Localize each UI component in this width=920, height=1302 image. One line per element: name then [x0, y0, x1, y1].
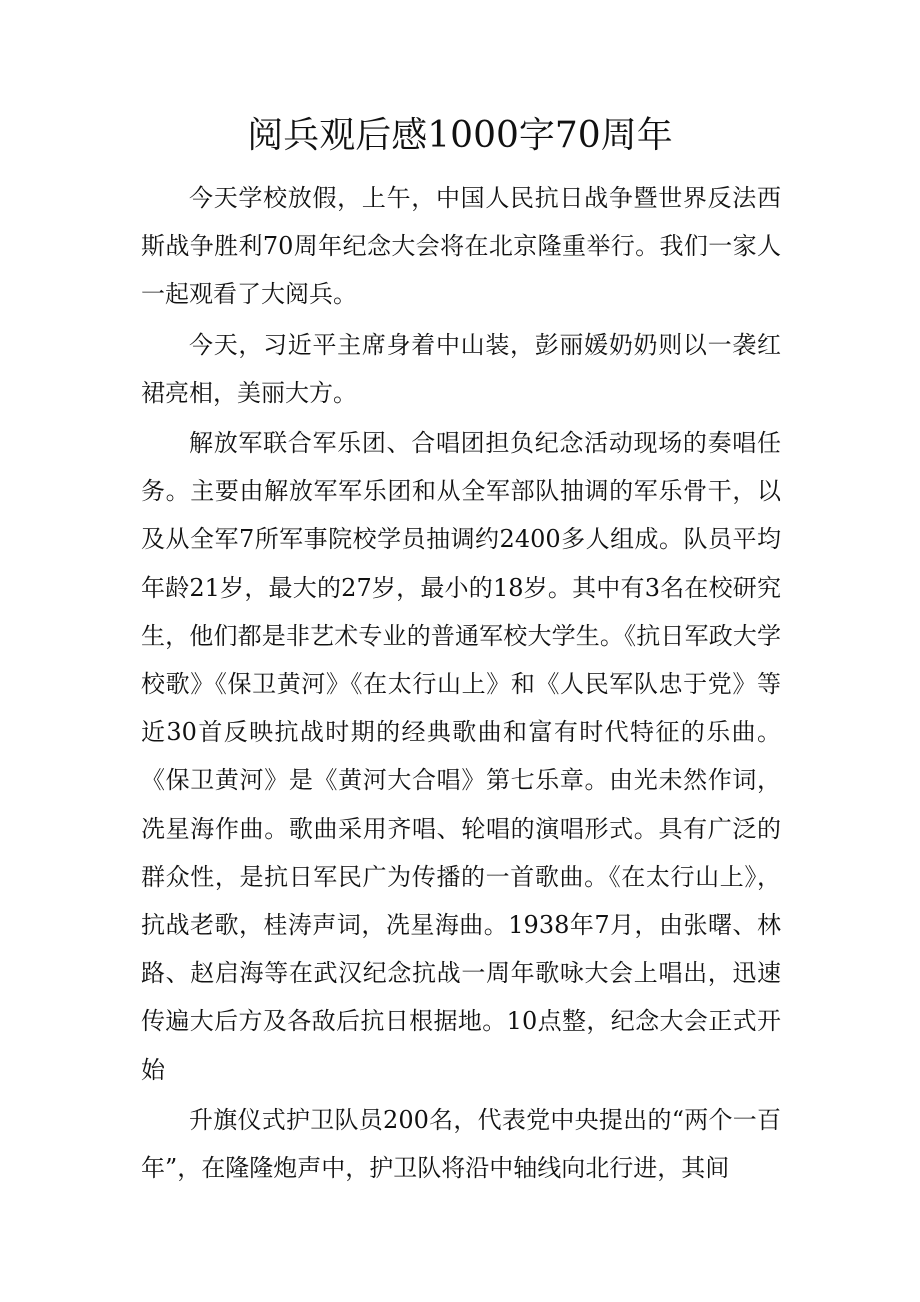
document-title: 阅兵观后感1000字70周年 [247, 115, 673, 156]
paragraph: 今天，习近平主席身着中山装，彭丽媛奶奶则以一袭红裙亮相，美丽大方。 [141, 330, 781, 407]
paragraph: 升旗仪式护卫队员200名，代表党中央提出的“两个一百年”，在隆隆炮声中，护卫队将沿中轴线向北行进，其间 [141, 1105, 781, 1183]
paragraph: 今天学校放假，上午，中国人民抗日战争暨世界反法西斯战争胜利70周年纪念大会将在北京隆重举行。我们一家人一起观看了大阅兵。 [141, 184, 781, 309]
paragraph: 解放军联合军乐团、合唱团担负纪念活动现场的奏唱任务。主要由解放军军乐团和从全军部队抽调的军乐骨干，以及从全军7所军事院校学员抽调约2400多人组成。队员平均年龄21岁，最大的27岁，最小的18岁。其中有3名在校研究生，他们都是非艺术专业的普通军校大学生。《抗日军政大学校歌》《保卫黄河》《在太行山上》和《人民军队忠于党》等近30首反映抗战时期的经典歌曲和富有时代特征的乐曲。《保卫黄河》是《黄河大合唱》第七乐章。由光未然作词，冼星海作曲。歌曲采用齐唱、轮唱的演唱形式。具有广泛的群众性，是抗日军民广为传播的一首歌曲。《在太行山上》，抗战老歌，桂涛声词，冼星海曲。1938年7月，由张曙、林路、赵启海等在武汉纪念抗战一周年歌咏大会上唱出，迅速传遍大后方及各敌后抗日根据地。10点整，纪念大会正式开始 [141, 429, 781, 1084]
document-body [141, 174, 781, 1194]
